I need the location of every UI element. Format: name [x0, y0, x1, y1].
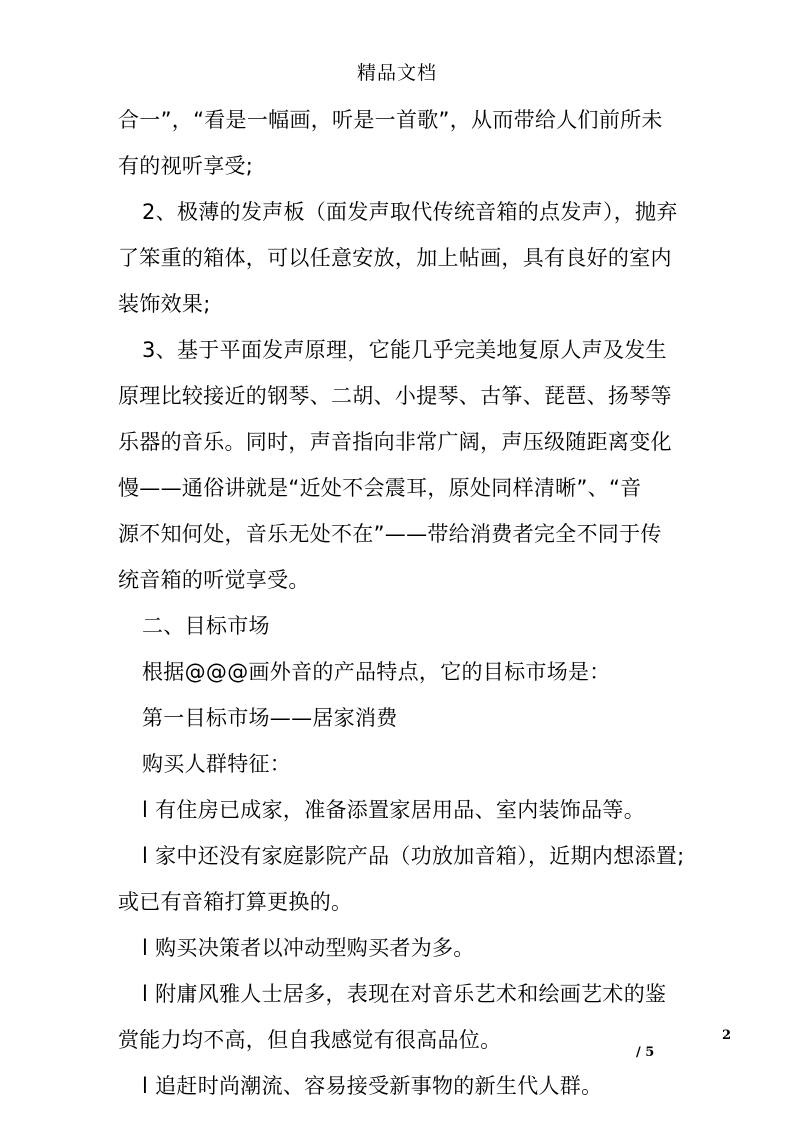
- text-line: 源不知何处，音乐无处不在”——带给消费者完全不同于传: [118, 522, 662, 546]
- text-line: 统音箱的听觉享受。: [118, 568, 310, 592]
- text-line: 二、目标市场: [142, 614, 270, 638]
- page-number: 2: [722, 1028, 732, 1043]
- text-line: l 追赶时尚潮流、容易接受新事物的新生代人群。: [142, 1074, 603, 1098]
- text-line: 慢——通俗讲就是“近处不会震耳，原处同样清晰”、“音: [118, 476, 642, 500]
- text-line: 赏能力均不高，但自我感觉有很高品位。: [118, 1028, 502, 1052]
- text-line: l 有住房已成家，准备添置家居用品、室内装饰品等。: [142, 798, 646, 822]
- text-line: 原理比较接近的钢琴、二胡、小提琴、古筝、琵琶、扬琴等: [118, 384, 672, 408]
- text-line: 有的视听享受;: [118, 154, 254, 178]
- text-line: 或已有音箱打算更换的。: [118, 890, 353, 914]
- text-line: 2、极薄的发声板（面发声取代传统音箱的点发声），抛弃: [142, 200, 678, 224]
- page-header-title: 精品文档: [356, 62, 437, 84]
- page-total: / 5: [636, 1045, 655, 1060]
- text-line: 乐器的音乐。同时，声音指向非常广阔，声压级随距离变化: [118, 430, 672, 454]
- text-line: 合一”，“看是一幅画，听是一首歌”，从而带给人们前所未: [118, 108, 663, 132]
- text-line: 了笨重的箱体，可以任意安放，加上帖画，具有良好的室内: [118, 246, 672, 270]
- text-line: 第一目标市场——居家消费: [142, 706, 398, 730]
- text-line: l 附庸风雅人士居多，表现在对音乐艺术和绘画艺术的鉴: [142, 982, 667, 1006]
- text-line: 购买人群特征：: [142, 752, 292, 776]
- text-line: l 家中还没有家庭影院产品（功放加音箱），近期内想添置;: [142, 844, 685, 868]
- text-line: 3、基于平面发声原理，它能几乎完美地复原人声及发生: [142, 338, 667, 362]
- text-line: l 购买决策者以冲动型购买者为多。: [142, 936, 475, 960]
- text-line: 装饰效果;: [118, 292, 211, 316]
- document-body: [118, 97, 685, 1109]
- text-line: 根据@@@画外音的产品特点，它的目标市场是：: [142, 660, 611, 684]
